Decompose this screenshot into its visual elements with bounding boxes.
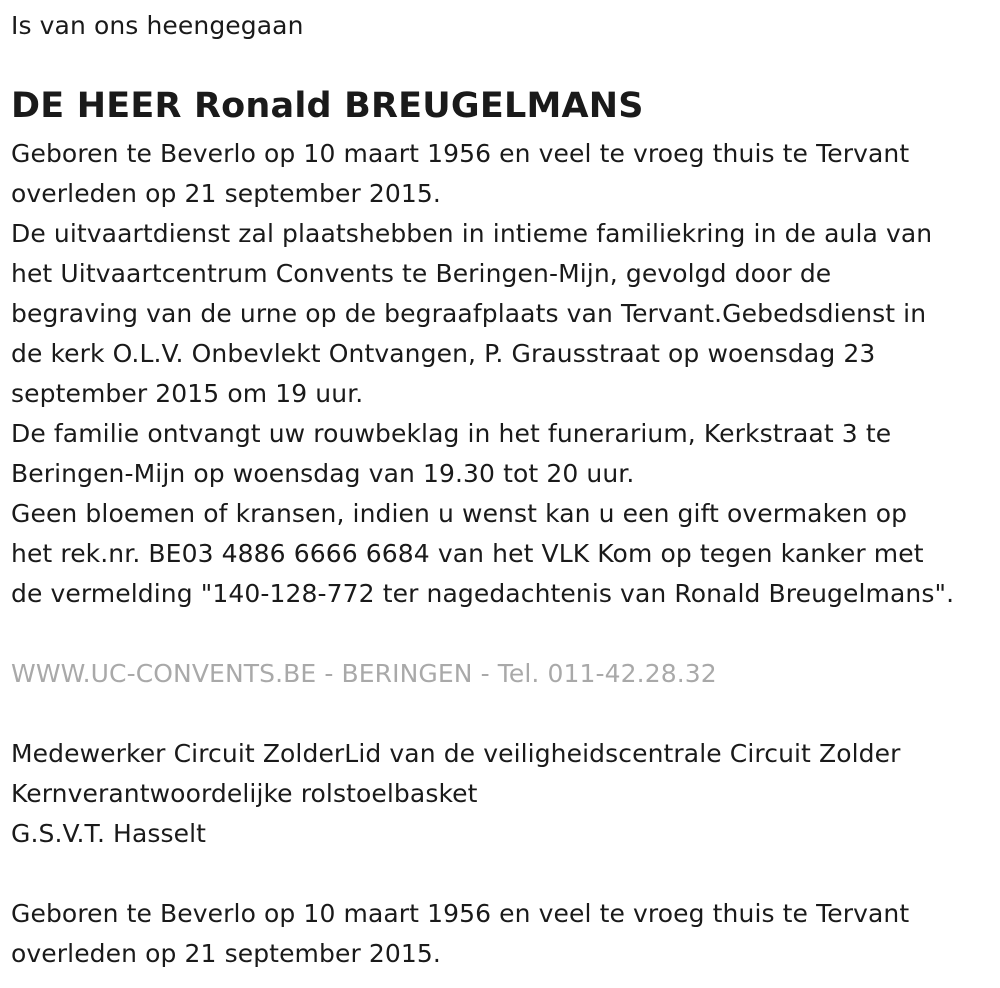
intro-text: Is van ons heengegaan xyxy=(11,11,304,40)
body-line: overleden op 21 september 2015. xyxy=(11,179,441,208)
deceased-name: DE HEER Ronald BREUGELMANS xyxy=(11,86,644,126)
body-line: Beringen-Mijn op woensdag van 19.30 tot 20 uur. xyxy=(11,459,635,488)
body-line: De familie ontvangt uw rouwbeklag in het funerarium, Kerkstraat 3 te xyxy=(11,419,892,448)
body-line: Geen bloemen of kransen, indien u wenst kan u een gift overmaken op xyxy=(11,499,908,528)
body-line: het rek.nr. BE03 4886 6666 6684 van het VLK Kom op tegen kanker met xyxy=(11,539,924,568)
body-line: De uitvaartdienst zal plaatshebben in intieme familiekring in de aula van xyxy=(11,219,933,248)
body-line: Geboren te Beverlo op 10 maart 1956 en veel te vroeg thuis te Tervant xyxy=(11,139,910,168)
closing-line: Geboren te Beverlo op 10 maart 1956 en veel te vroeg thuis te Tervant xyxy=(11,899,910,928)
role-line: Kernverantwoordelijke rolstoelbasket xyxy=(11,779,478,808)
closing-line: overleden op 21 september 2015. xyxy=(11,939,441,968)
body-line: begraving van de urne op de begraafplaats van Tervant.Gebedsdienst in xyxy=(11,299,927,328)
body-line: september 2015 om 19 uur. xyxy=(11,379,364,408)
body-line: de kerk O.L.V. Onbevlekt Ontvangen, P. Grausstraat op woensdag 23 xyxy=(11,339,876,368)
undertaker-info: WWW.UC-CONVENTS.BE - BERINGEN - Tel. 011-42.28.32 xyxy=(11,659,717,688)
role-line: G.S.V.T. Hasselt xyxy=(11,819,207,848)
body-line: het Uitvaartcentrum Convents te Beringen-Mijn, gevolgd door de xyxy=(11,259,832,288)
role-line: Medewerker Circuit ZolderLid van de veiligheidscentrale Circuit Zolder xyxy=(11,739,901,768)
body-line: de vermelding "140-128-772 ter nagedachtenis van Ronald Breugelmans". xyxy=(11,579,955,608)
